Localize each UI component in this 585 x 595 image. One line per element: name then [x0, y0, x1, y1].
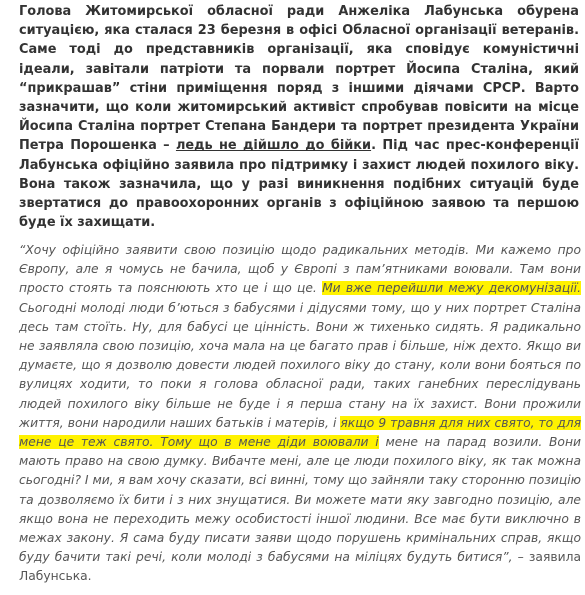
lead-paragraph: [19, 0, 579, 232]
quote-paragraph: [19, 241, 581, 587]
quote-text-1: “Хочу офіційно заявити свою позицію щодо радикальних методів. Ми кажемо про Європу, але я чомусь не бачила, щоб у Європі з пам’ятниками воювали. Там вони просто стоять та пояснюють хто це і що це.: [19, 243, 581, 296]
highlight-may-9: якщо 9 травня для них свято, то для мене це теж свято. Тому що в мене діди воювали і: [19, 415, 581, 450]
quote-text-3: мене на парад возили. Вони мають право на свою думку. Вибачте мені, але це люди похилого віку, як так можна сьогодні? І ми, я вам хочу сказати, всі винні, тому що зайняли таку сторонню позицію та дозволяємо їх бити і з них знущатися. Ви можете мати яку завгодно позицію, але якщо вона не переходить межу особистості іншої людини. Все має бути виключно в межах закону. Я сама буду писати заяви щодо порушень кримінальних справ, якщо буду бачити такі речі, коли молоді з бабусями на міліцях будуть битися”,: [19, 435, 581, 565]
highlight-decommunization: Ми вже перейшли межу декомунізації.: [322, 281, 581, 296]
quote-attribution: – заявила Лабунська.: [19, 550, 581, 584]
quote-text-2: Сьогодні молоді люди б’ються з бабусями і дідусями тому, що у них портрет Сталіна десь там стоїть. Ну, для бабусі це цінність. Вони ж тихенько сидять. Я радикально не заявляла свою позицію, хоча мала на це багато прав і більше, ніж дехто. Якщо ви думаєте, що я дозволю довести людей похилого віку до стану, коли вони бояться по вулицях ходити, то поки я голова обласної ради, таких ганебних переслідувань людей похилого віку більше не буде і я перша стану на їх захист. Вони прожили життя, вони народили наших батьків і матерів, і: [19, 300, 581, 430]
lead-text-1: Голова Житомирської обласної ради Анжеліка Лабунська обурена ситуацією, яка сталася 23 березня в офісі Обласної організації ветеранів. Саме тоді до представників організації, яка сповідує комуністичні ідеали, завітали патріоти та порвали портрет Йосипа Сталіна, який “прикрашав” стіни приміщення поряд з іншими діячами СРСР. Варто зазначити, що коли житомирський активіст спробував повісити на місце Йосипа Сталіна портрет Степана Бандери та портрет президента України Петра Порошенка –: [19, 4, 579, 154]
lead-text-2: . Під час прес-конференції Лабунська офіційно заявила про підтримку і захист людей похилого віку. Вона також зазначила, що у разі виникнення подібних ситуацій буде звертатися до правоохоронних органів з офіційною заявою та першою буде їх захищати.: [19, 138, 579, 231]
fight-link[interactable]: ледь не дійшло до бійки: [175, 138, 372, 154]
